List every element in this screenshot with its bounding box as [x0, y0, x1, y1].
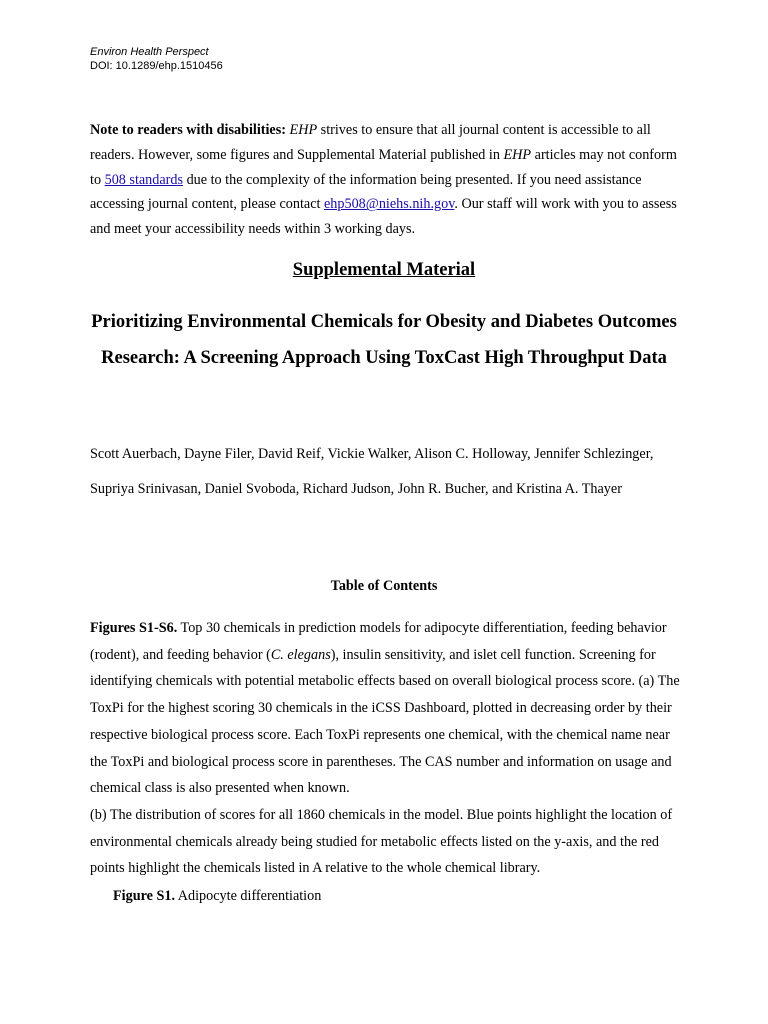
supplemental-title: Supplemental Material [292, 260, 476, 280]
author-list: Scott Auerbach, Dayne Filer, David Reif, Vickie Walker, Alison C. Holloway, Jennifer Schlezinger, Supriya Srinivasan, Daniel Svoboda, Richard Judson, John R. Bucher, and Kristina A. Thayer [90, 446, 654, 497]
toc-heading: Table of Contents [330, 578, 438, 594]
accessibility-note [90, 118, 680, 242]
note-lead: Note to readers with disabilities: [90, 122, 286, 138]
paper-title: Prioritizing Environmental Chemicals for Obesity and Diabetes Outcomes Research: A Screening Approach Using ToxCast High Throughput Data [91, 312, 677, 368]
figure-s1-text: Adipocyte differentiation [175, 888, 322, 904]
journal-name: Environ Health Perspect [90, 46, 209, 58]
species-italic: C. elegans [270, 646, 331, 663]
508-standards-link[interactable]: 508 standards [104, 171, 184, 188]
figures-text-1: Top 30 chemicals in prediction models for adipocyte differentiation, feeding behavior (rodent), and feeding behavior ( [90, 620, 667, 663]
email-link[interactable]: ehp508@niehs.nih.gov [324, 196, 455, 213]
ehp-italic: EHP [289, 122, 318, 138]
figure-s1-label: Figure S1. [113, 888, 176, 904]
figure-s1-heading [113, 883, 321, 909]
note-text-1: strives to ensure that all journal content is accessible to all readers. However, some figures and Supplemental Material published in [90, 122, 651, 163]
note-text-4: . Our staff will work with you to assess and meet your accessibility needs within 3 working days. [90, 196, 677, 238]
figures-text-3: (b) The distribution of scores for all 1860 chemicals in the model. Blue points highlight the location of environmental chemicals already being studied for metabolic effects listed on the y-axis, and the red points highlight the chemicals listed in A relative to the whole chemical library. [90, 806, 673, 877]
figures-text-2: ), insulin sensitivity, and islet cell function. Screening for identifying chemicals with potential metabolic effects based on overall biological process score. (a) The ToxPi for the highest scoring 30 chemicals in the iCSS Dashboard, plotted in decreasing order by their respective biological process score. Each ToxPi represents one chemical, with the chemical name near the ToxPi and biological process score in parentheses. The CAS number and information on usage and chemical class is also presented when known. [90, 646, 680, 797]
figures-description [90, 615, 680, 882]
running-header [90, 45, 223, 73]
doi: DOI: 10.1289/ehp.1510456 [90, 60, 223, 72]
note-text-3: due to the complexity of the information being presented. If you need assistance accessing journal content, please contact [90, 171, 642, 213]
figures-label: Figures S1-S6. [90, 620, 178, 636]
ehp-italic-2: EHP [503, 146, 532, 163]
note-text-2: articles may not conform to [90, 146, 677, 188]
